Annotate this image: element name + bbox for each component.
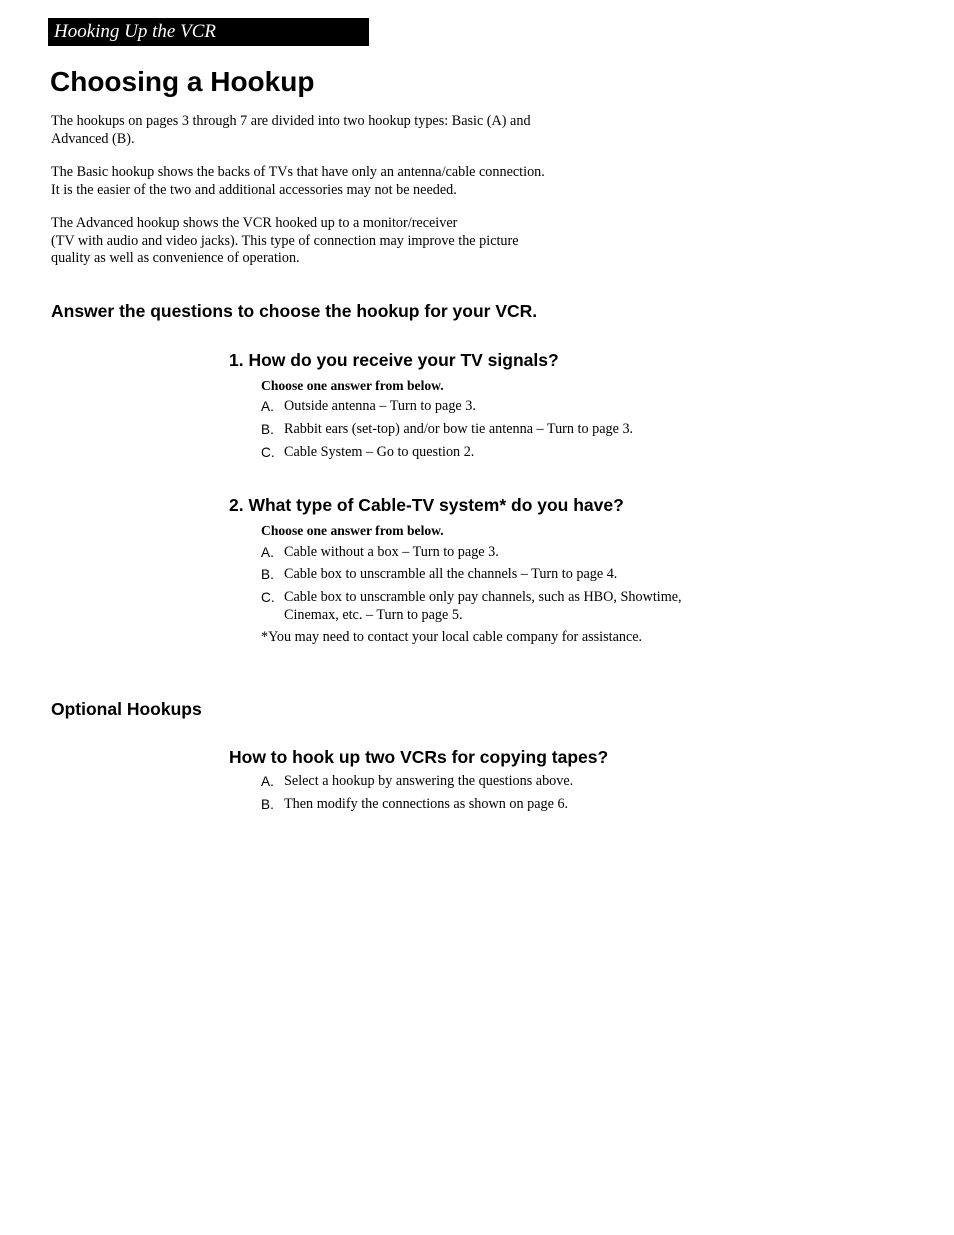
page-title: Choosing a Hookup: [50, 66, 315, 97]
question-1-instruction: Choose one answer from below.: [261, 378, 444, 393]
question-2-option-c: [261, 589, 682, 624]
intro-line: quality as well as convenience of operation.: [51, 250, 300, 266]
step-text: Then modify the connections as shown on page 6.: [284, 796, 569, 812]
section-header-bar: [48, 18, 369, 46]
step-letter: A.: [261, 774, 274, 789]
option-text: Cable box to unscramble only pay channels, such as HBO, Showtime,: [284, 589, 682, 605]
question-2-instruction: Choose one answer from below.: [261, 523, 444, 538]
question-2-option-a: [261, 544, 499, 562]
intro-paragraph-basic-hookup: [51, 164, 611, 199]
option-text: Cable without a box – Turn to page 3.: [284, 544, 499, 560]
option-text: Rabbit ears (set-top) and/or bow tie antenna – Turn to page 3.: [284, 421, 634, 437]
option-text: Cinemax, etc. – Turn to page 5.: [284, 606, 463, 623]
intro-line: It is the easier of the two and additional accessories may not be needed.: [51, 181, 457, 198]
question-1-option-c: [261, 444, 474, 462]
option-text: Cable box to unscramble all the channels – Turn to page 4.: [284, 566, 618, 582]
step-letter: B.: [261, 797, 274, 812]
question-2-title: 2. What type of Cable-TV system* do you have?: [229, 495, 624, 515]
question-1-option-a: [261, 398, 476, 416]
option-text: Cable System – Go to question 2.: [284, 444, 475, 460]
option-letter: B.: [261, 422, 274, 437]
section-header-title: Hooking Up the VCR: [54, 21, 217, 42]
intro-line: The hookups on pages 3 through 7 are divided into two hookup types: Basic (A) and: [51, 113, 531, 129]
intro-line: (TV with audio and video jacks). This type of connection may improve the picture: [51, 232, 519, 249]
intro-paragraph-hookup-types: [51, 113, 611, 148]
step-text: Select a hookup by answering the questions above.: [284, 773, 574, 789]
question-1-title: 1. How do you receive your TV signals?: [229, 350, 559, 370]
question-2-option-b: [261, 566, 617, 584]
option-letter: A.: [261, 545, 274, 560]
option-letter: B.: [261, 567, 274, 582]
intro-line: The Basic hookup shows the backs of TVs that have only an antenna/cable connection.: [51, 164, 545, 180]
option-letter: C.: [261, 590, 275, 605]
intro-line: Advanced (B).: [51, 130, 135, 147]
intro-paragraph-advanced-hookup: [51, 215, 611, 268]
copy-tapes-step-b: [261, 796, 568, 814]
copy-tapes-step-a: [261, 773, 573, 791]
intro-line: The Advanced hookup shows the VCR hooked up to a monitor/receiver: [51, 215, 458, 231]
optional-hookups-heading: Optional Hookups: [51, 699, 202, 719]
option-letter: A.: [261, 399, 274, 414]
cable-footnote: *You may need to contact your local cable company for assistance.: [261, 629, 643, 645]
option-text: Outside antenna – Turn to page 3.: [284, 398, 476, 414]
answer-questions-heading: Answer the questions to choose the hookup for your VCR.: [51, 301, 538, 321]
question-1-option-b: [261, 421, 633, 439]
option-letter: C.: [261, 445, 275, 460]
copy-tapes-question-title: How to hook up two VCRs for copying tapes?: [229, 747, 609, 767]
